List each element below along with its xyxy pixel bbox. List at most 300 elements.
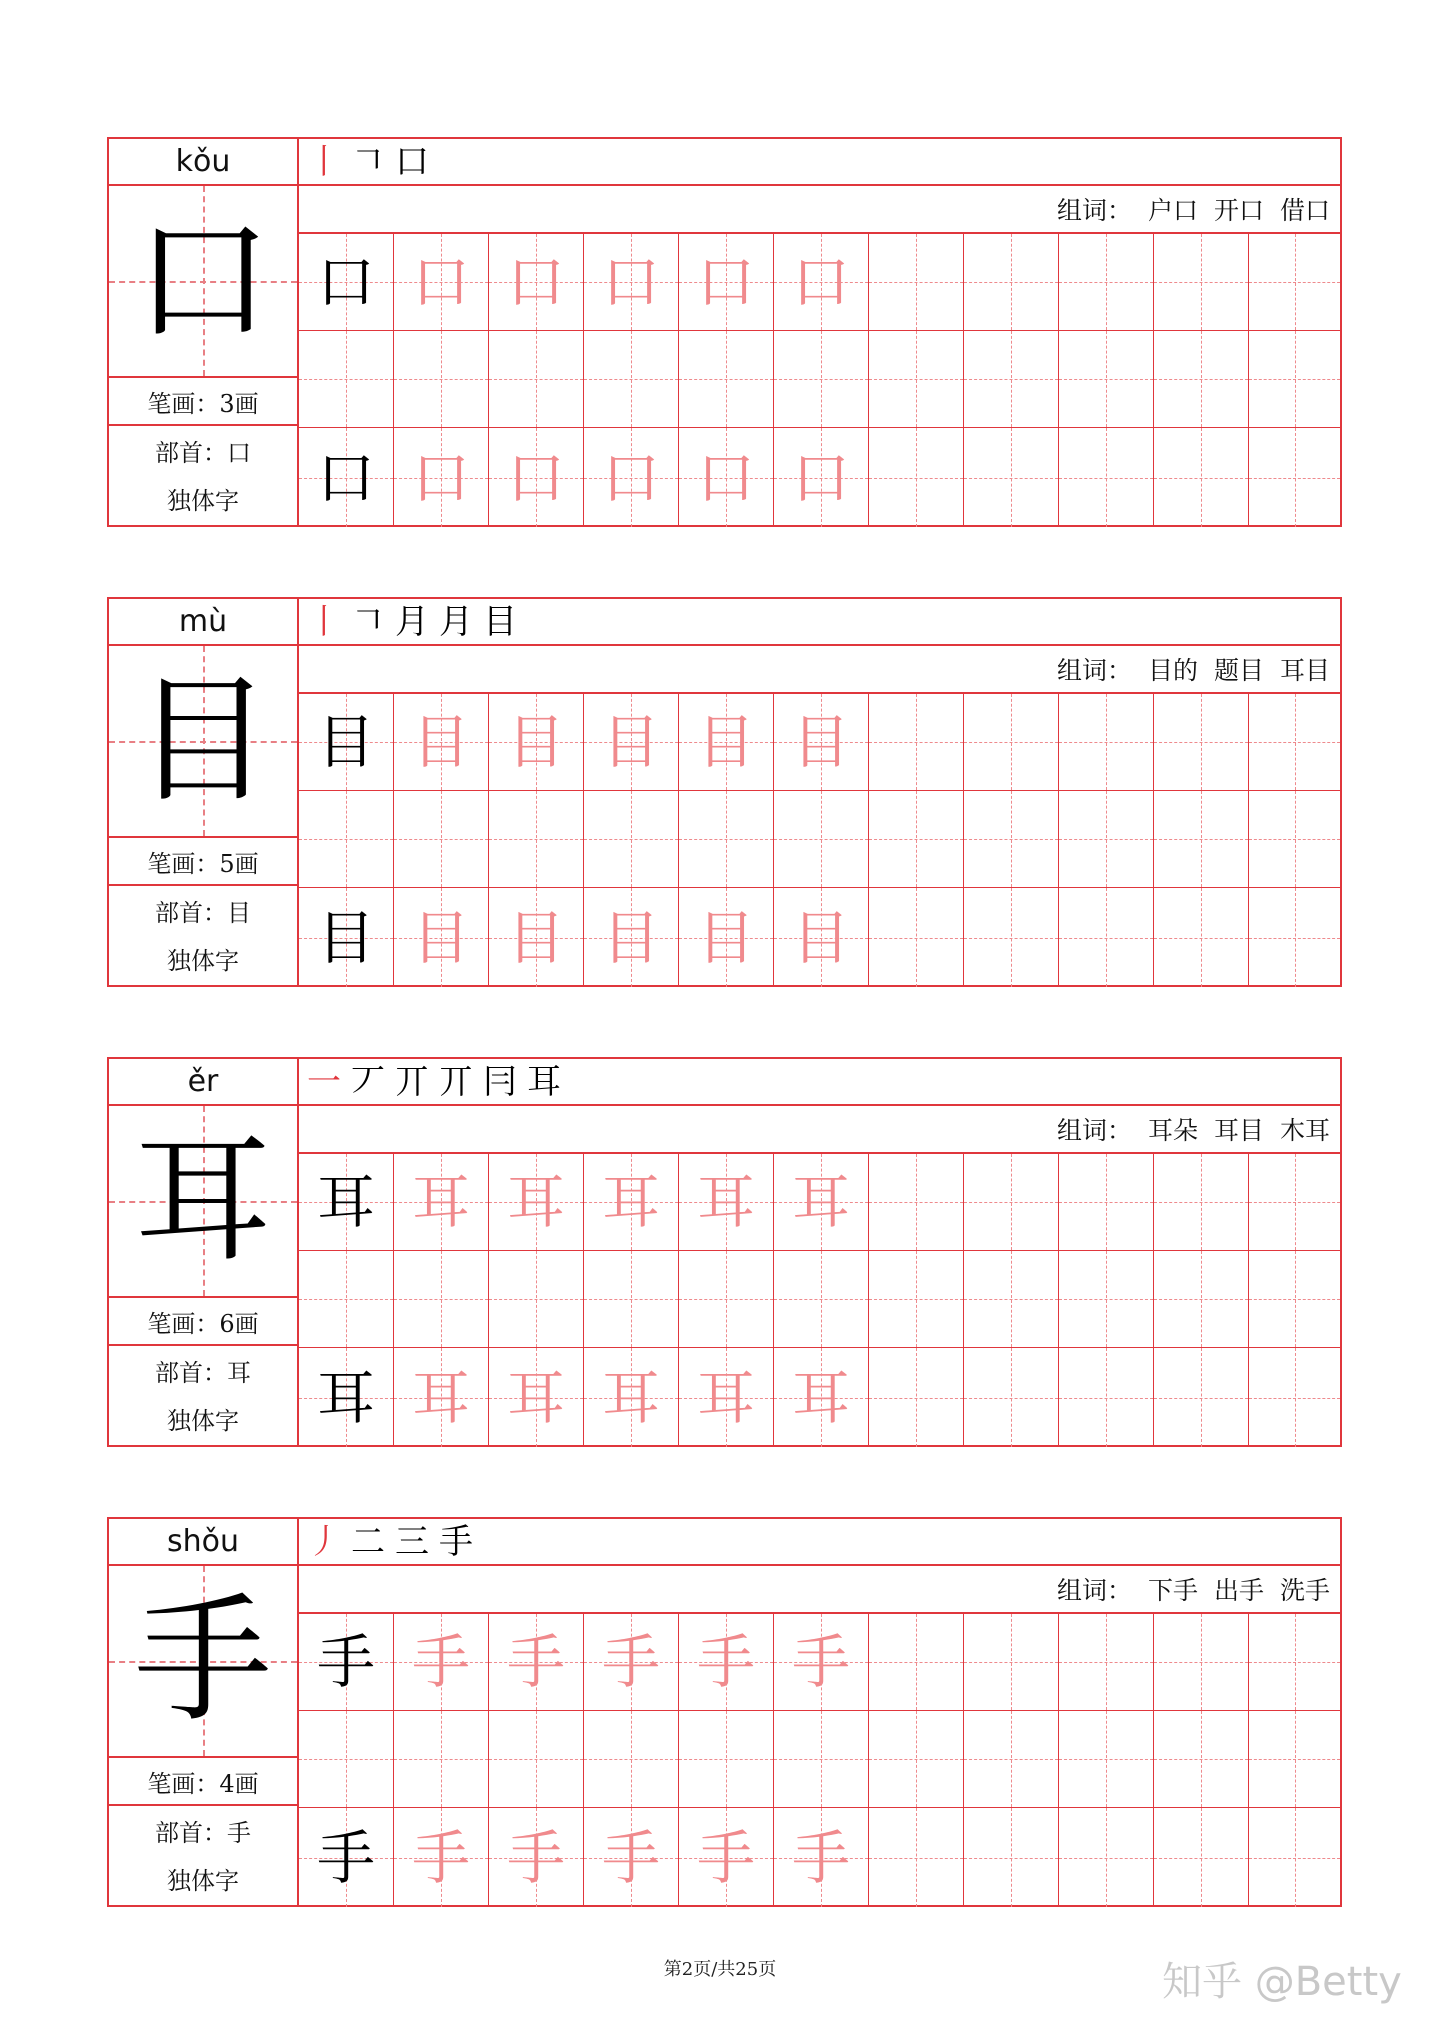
guide-line [346,1711,347,1807]
practice-cell[interactable] [394,791,489,888]
stroke-order [299,139,1340,186]
word-examples [299,646,1340,694]
practice-cell[interactable] [584,1348,679,1447]
practice-cell[interactable] [1059,428,1154,527]
practice-cell[interactable] [964,234,1059,331]
stroke-count-label: 笔画： [147,1309,220,1338]
practice-cell[interactable] [394,1808,489,1907]
practice-cell[interactable] [774,1251,869,1348]
practice-cell[interactable] [1059,791,1154,888]
stroke-step: 丨 [307,601,341,642]
practice-cell[interactable] [489,1808,584,1907]
practice-cell[interactable] [1059,1348,1154,1447]
practice-cell[interactable] [774,1808,869,1907]
character-card [107,1517,1342,1907]
guide-line [1011,1711,1012,1807]
guide-line [1106,1711,1107,1807]
guide-line [346,791,347,887]
radical-label: 部首： [155,898,227,927]
practice-cell[interactable] [1059,1808,1154,1907]
stroke-step: 冃 [483,1061,517,1102]
practice-cell[interactable] [1154,1348,1249,1447]
radical [109,1346,297,1394]
stroke-step: 丨 [307,141,341,182]
practice-cell[interactable] [679,1154,774,1251]
guide-line [1011,1808,1012,1907]
trace-character: 口 [411,248,470,316]
example-word: 目的 [1147,656,1198,685]
practice-cell[interactable] [584,331,679,428]
stroke-step: 丆 [351,1061,385,1102]
sample-character: 口 [316,443,375,512]
practice-cell[interactable] [489,791,584,888]
guide-line [441,331,442,427]
radical-value: 口 [227,438,251,467]
practice-cell[interactable] [679,1251,774,1348]
practice-cell[interactable] [774,1614,869,1711]
guide-line [1295,234,1296,330]
guide-line [821,331,822,427]
guide-line [1106,888,1107,987]
stroke-step: 丿 [307,1521,341,1562]
trace-character: 手 [411,1628,470,1696]
guide-line [1011,428,1012,527]
practice-panel [299,1059,1340,1445]
practice-cell[interactable] [774,331,869,428]
radical-label: 部首： [155,1358,227,1387]
guide-line [1011,888,1012,987]
stroke-order [299,1059,1340,1106]
guide-line [346,331,347,427]
example-word: 户口 [1147,196,1198,225]
stroke-count-label: 笔画： [147,1769,220,1798]
guide-line [1295,791,1296,887]
practice-cell[interactable] [489,1348,584,1447]
practice-cell[interactable] [869,1251,964,1348]
guide-line [916,1348,917,1447]
guide-line [726,331,727,427]
trace-character: 耳 [791,1363,850,1432]
practice-cell[interactable] [869,888,964,987]
practice-cell[interactable] [489,1711,584,1808]
practice-cell[interactable] [394,1711,489,1808]
practice-cell[interactable] [1154,791,1249,888]
practice-cell[interactable] [679,1711,774,1808]
guide-line [916,888,917,987]
guide-line [1295,694,1296,790]
sample-character: 手 [316,1628,375,1696]
trace-character: 手 [696,1823,755,1892]
trace-character: 耳 [696,1363,755,1432]
practice-cell[interactable] [869,1808,964,1907]
practice-cell[interactable] [964,1614,1059,1711]
practice-cell[interactable] [1059,1711,1154,1808]
trace-character: 口 [601,248,660,316]
model-character-box [109,1566,297,1758]
guide-line [441,1711,442,1807]
trace-character: 口 [696,248,755,316]
practice-cell[interactable] [869,1348,964,1447]
guide-line [1106,331,1107,427]
practice-cell[interactable] [1249,888,1340,987]
guide-line [1201,1251,1202,1347]
sample-character: 手 [316,1823,375,1892]
stroke-order [299,1519,1340,1566]
guide-line [1201,888,1202,987]
words-label: 组词： [1056,656,1132,685]
words-label: 组词： [1056,196,1132,225]
stroke-order [299,599,1340,646]
guide-line [1106,234,1107,330]
stroke-step: 月 [395,601,429,642]
guide-line [1201,1711,1202,1807]
trace-character: 目 [411,903,470,972]
guide-line [631,791,632,887]
practice-cell[interactable] [1249,1154,1340,1251]
sample-character: 目 [316,903,375,972]
sample-character: 口 [316,248,375,316]
guide-line [1295,1808,1296,1907]
practice-cell[interactable] [1059,1614,1154,1711]
guide-line [821,1251,822,1347]
guide-line [1106,1348,1107,1447]
guide-line [821,1711,822,1807]
practice-cell[interactable] [299,1251,394,1348]
practice-cell[interactable] [299,791,394,888]
practice-cell[interactable] [299,1348,394,1447]
guide-line [1295,428,1296,527]
practice-cell[interactable] [964,1808,1059,1907]
model-character-box [109,186,297,378]
guide-line [916,1711,917,1807]
guide-line [1295,1154,1296,1250]
practice-cell[interactable] [489,1614,584,1711]
practice-cell[interactable] [774,694,869,791]
page-number: 第2页/共25页 [663,1959,777,1980]
practice-cell[interactable] [679,888,774,987]
practice-cell[interactable] [774,1154,869,1251]
practice-cell[interactable] [869,331,964,428]
practice-cell[interactable] [584,1251,679,1348]
guide-line [1106,1614,1107,1710]
practice-cell[interactable] [489,694,584,791]
practice-cell[interactable] [394,1251,489,1348]
practice-cell[interactable] [584,1808,679,1907]
model-character: 手 [133,1580,272,1741]
structure: 独体字 [167,946,239,975]
practice-cell[interactable] [869,234,964,331]
practice-cell[interactable] [1059,694,1154,791]
guide-line [1011,234,1012,330]
guide-line [726,1711,727,1807]
stroke-count-value: 3画 [219,389,259,418]
practice-cell[interactable] [964,428,1059,527]
stroke-step: 一 [307,1061,341,1102]
practice-cell[interactable] [1154,1711,1249,1808]
trace-character: 口 [601,443,660,512]
guide-line [1201,1348,1202,1447]
model-character: 耳 [133,1120,272,1281]
practice-cell[interactable] [299,428,394,527]
trace-character: 目 [696,903,755,972]
practice-cell[interactable] [774,234,869,331]
practice-cell[interactable] [869,1614,964,1711]
character-info-panel [109,1059,299,1445]
stroke-count [109,838,297,886]
trace-character: 耳 [506,1363,565,1432]
stroke-step: 目 [483,601,517,642]
guide-line [916,1808,917,1907]
practice-cell[interactable] [1249,1614,1340,1711]
practice-cell[interactable] [1059,888,1154,987]
practice-cell[interactable] [1154,694,1249,791]
watermark: 知乎 @Betty [1162,1959,1402,2005]
stroke-step: 𠃍 [351,141,385,182]
word-examples [299,186,1340,234]
guide-line [441,791,442,887]
practice-cell[interactable] [774,428,869,527]
guide-line [916,428,917,527]
practice-cell[interactable] [1154,888,1249,987]
character-card [107,1057,1342,1447]
guide-line [536,791,537,887]
trace-character: 目 [696,708,755,776]
guide-line [1295,1251,1296,1347]
stroke-step: 手 [439,1521,473,1562]
guide-line [536,1251,537,1347]
practice-grid [299,1154,1340,1445]
guide-line [916,791,917,887]
character-card [107,137,1342,527]
practice-cell[interactable] [679,1808,774,1907]
guide-line [1295,1348,1296,1447]
trace-character: 手 [791,1628,850,1696]
guide-line [631,331,632,427]
practice-cell[interactable] [1249,694,1340,791]
practice-cell[interactable] [869,791,964,888]
stroke-step: 三 [395,1521,429,1562]
practice-grid [299,1614,1340,1905]
practice-cell[interactable] [394,234,489,331]
practice-cell[interactable] [1154,1251,1249,1348]
practice-cell[interactable] [584,791,679,888]
practice-cell[interactable] [679,791,774,888]
practice-cell[interactable] [1249,791,1340,888]
practice-cell[interactable] [584,1711,679,1808]
trace-character: 手 [601,1628,660,1696]
practice-cell[interactable] [299,694,394,791]
practice-cell[interactable] [1059,1251,1154,1348]
guide-line [1106,1154,1107,1250]
guide-line [631,1251,632,1347]
practice-cell[interactable] [1249,1808,1340,1907]
structure: 独体字 [167,1406,239,1435]
example-word: 洗手 [1279,1576,1330,1605]
practice-cell[interactable] [299,331,394,428]
radical [109,886,297,934]
guide-line [536,1711,537,1807]
practice-cell[interactable] [584,1614,679,1711]
practice-cell[interactable] [869,1711,964,1808]
practice-cell[interactable] [299,1711,394,1808]
practice-cell[interactable] [489,234,584,331]
practice-cell[interactable] [869,428,964,527]
guide-line [1201,1154,1202,1250]
practice-cell[interactable] [679,1348,774,1447]
guide-line [916,1251,917,1347]
stroke-count-value: 4画 [219,1769,259,1798]
practice-cell[interactable] [489,888,584,987]
practice-cell[interactable] [679,694,774,791]
practice-cell[interactable] [1249,234,1340,331]
practice-cell[interactable] [964,1251,1059,1348]
practice-cell[interactable] [1059,1154,1154,1251]
practice-cell[interactable] [1249,1251,1340,1348]
practice-cell[interactable] [584,1154,679,1251]
trace-character: 口 [696,443,755,512]
practice-cell[interactable] [964,888,1059,987]
sample-character: 耳 [316,1363,375,1432]
practice-cell[interactable] [964,791,1059,888]
practice-cell[interactable] [1249,331,1340,428]
practice-cell[interactable] [964,1348,1059,1447]
structure: 独体字 [167,1866,239,1895]
practice-cell[interactable] [774,791,869,888]
practice-cell[interactable] [489,1154,584,1251]
radical-value: 手 [227,1818,251,1847]
trace-character: 口 [791,443,850,512]
guide-line [916,331,917,427]
practice-cell[interactable] [1154,234,1249,331]
practice-cell[interactable] [584,428,679,527]
trace-character: 手 [506,1823,565,1892]
trace-character: 目 [791,903,850,972]
practice-panel [299,1519,1340,1905]
practice-cell[interactable] [394,331,489,428]
practice-cell[interactable] [1154,428,1249,527]
trace-character: 手 [696,1628,755,1696]
practice-cell[interactable] [299,234,394,331]
practice-cell[interactable] [489,428,584,527]
stroke-step: 口 [395,141,429,182]
practice-cell[interactable] [1154,1614,1249,1711]
practice-cell[interactable] [679,234,774,331]
pinyin: mù [109,599,297,646]
practice-cell[interactable] [1154,1154,1249,1251]
practice-panel [299,139,1340,525]
sample-character: 目 [316,708,375,776]
model-character-box [109,646,297,838]
practice-cell[interactable] [964,694,1059,791]
practice-cell[interactable] [299,888,394,987]
radical-label: 部首： [155,1818,227,1847]
practice-cell[interactable] [489,1251,584,1348]
guide-line [916,1614,917,1710]
practice-cell[interactable] [774,1711,869,1808]
example-word: 耳目 [1279,656,1330,685]
practice-cell[interactable] [584,694,679,791]
practice-cell[interactable] [869,1154,964,1251]
practice-cell[interactable] [774,888,869,987]
practice-cell[interactable] [774,1348,869,1447]
guide-line [1011,791,1012,887]
practice-cell[interactable] [964,1711,1059,1808]
practice-cell[interactable] [299,1614,394,1711]
stroke-step: 月 [439,601,473,642]
trace-character: 口 [506,248,565,316]
model-character-box [109,1106,297,1298]
practice-cell[interactable] [1059,331,1154,428]
practice-cell[interactable] [679,331,774,428]
stroke-count-value: 6画 [219,1309,259,1338]
stroke-count-label: 笔画： [147,849,220,878]
practice-cell[interactable] [299,1154,394,1251]
guide-line [1106,694,1107,790]
practice-cell[interactable] [394,428,489,527]
practice-cell[interactable] [489,331,584,428]
practice-cell[interactable] [964,1154,1059,1251]
guide-line [1295,1614,1296,1710]
stroke-count [109,1298,297,1346]
practice-cell[interactable] [394,1154,489,1251]
guide-line [1201,1808,1202,1907]
pinyin: shǒu [109,1519,297,1566]
stroke-step: 耳 [527,1061,561,1102]
guide-line [726,791,727,887]
practice-cell[interactable] [394,1348,489,1447]
pinyin: ěr [109,1059,297,1106]
guide-line [916,694,917,790]
guide-line [916,234,917,330]
example-word: 出手 [1213,1576,1264,1605]
practice-cell[interactable] [584,888,679,987]
guide-line [916,1154,917,1250]
practice-cell[interactable] [394,694,489,791]
guide-line [1106,791,1107,887]
practice-cell[interactable] [679,1614,774,1711]
practice-cell[interactable] [1249,428,1340,527]
practice-grid [299,234,1340,525]
guide-line [1011,1154,1012,1250]
words-label: 组词： [1056,1116,1132,1145]
guide-line [1201,1614,1202,1710]
trace-character: 手 [601,1823,660,1892]
practice-cell[interactable] [869,694,964,791]
practice-cell[interactable] [394,1614,489,1711]
practice-cell[interactable] [394,888,489,987]
guide-line [1011,1348,1012,1447]
stroke-step: 丌 [439,1061,473,1102]
practice-cell[interactable] [1059,234,1154,331]
trace-character: 口 [411,443,470,512]
stroke-count [109,1758,297,1806]
practice-cell[interactable] [1249,1348,1340,1447]
guide-line [1201,791,1202,887]
practice-cell[interactable] [1249,1711,1340,1808]
practice-cell[interactable] [299,1808,394,1907]
practice-cell[interactable] [1154,331,1249,428]
guide-line [726,1251,727,1347]
practice-cell[interactable] [584,234,679,331]
practice-cell[interactable] [1154,1808,1249,1907]
stroke-step: 二 [351,1521,385,1562]
practice-cell[interactable] [964,331,1059,428]
guide-line [631,1711,632,1807]
stroke-count [109,378,297,426]
practice-cell[interactable] [679,428,774,527]
trace-character: 耳 [696,1168,755,1236]
model-character: 口 [133,200,272,361]
